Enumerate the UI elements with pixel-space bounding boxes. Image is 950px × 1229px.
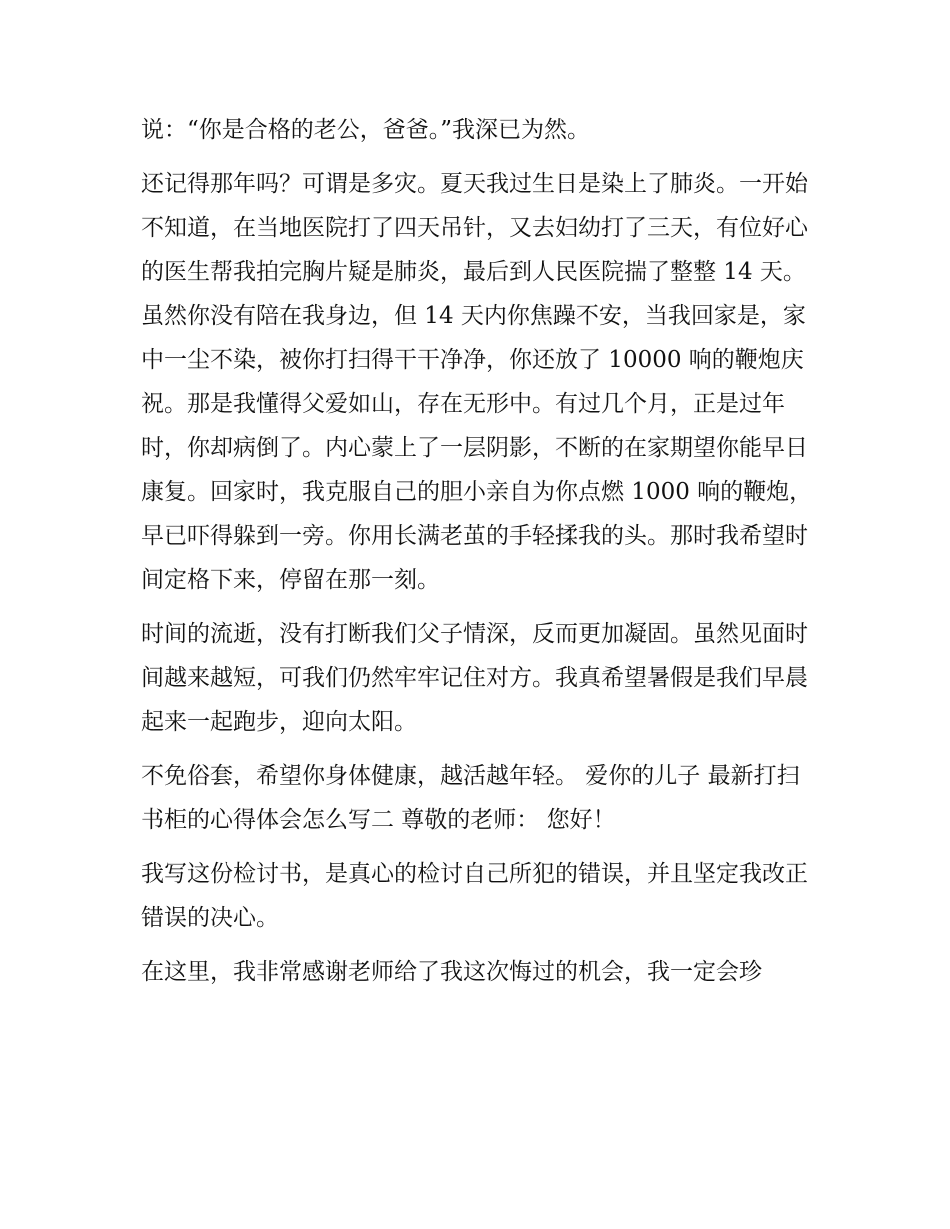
document-body — [141, 108, 821, 994]
paragraph-4: 不免俗套，希望你身体健康，越活越年轻。 爱你的儿子 最新打扫书柜的心得体会怎么写二 尊敬的老师： 您好！ — [141, 763, 800, 833]
paragraph-5: 我写这份检讨书，是真心的检讨自己所犯的错误，并且坚定我改正错误的决心。 — [141, 861, 808, 931]
paragraph-2: 还记得那年吗？可谓是多灾。夏天我过生日是染上了肺炎。一开始不知道，在当地医院打了四天吊针，又去妇幼打了三天，有位好心的医生帮我拍完胸片疑是肺炎，最后到人民医院揣了整整 14 天。虽然你没有陪在我身边，但 14 天内你焦躁不安，当我回家是，家中一尘不染，被你打扫得干干净净，你还放了 10000 响的鞭炮庆祝。那是我懂得父爱如山，存在无形中。有过几个月，正是过年时，你却病倒了。内心蒙上了一层阴影，不断的在家期望你能早日康复。回家时，我克服自己的胆小亲自为你点燃 1000 响的鞭炮，早已吓得躲到一旁。你用长满老茧的手轻揉我的头。那时我希望时间定格下来，停留在那一刻。 — [141, 171, 813, 593]
paragraph-3: 时间的流逝，没有打断我们父子情深，反而更加凝固。虽然见面时间越来越短，可我们仍然牢牢记住对方。我真希望暑假是我们早晨起来一起跑步，迎向太阳。 — [141, 621, 808, 735]
paragraph-1: 说：“你是合格的老公，爸爸。”我深已为然。 — [141, 117, 591, 143]
paragraph-6: 在这里，我非常感谢老师给了我这次悔过的机会，我一定会珍 — [141, 959, 762, 985]
